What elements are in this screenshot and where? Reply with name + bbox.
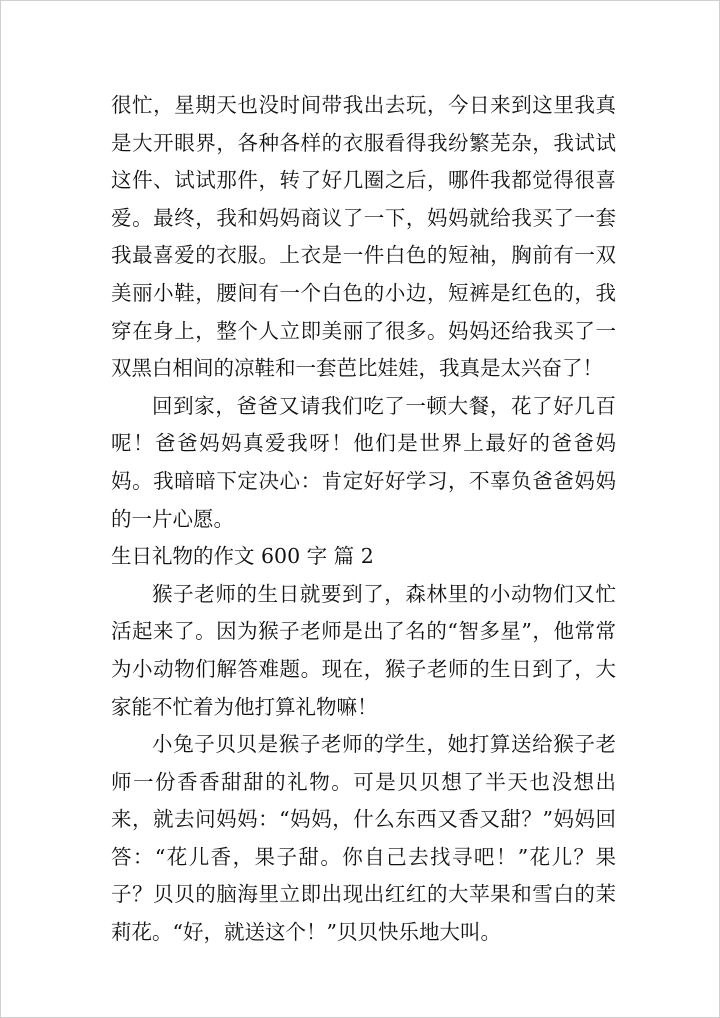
section-heading: 生日礼物的作文 600 字 篇 2	[111, 544, 374, 569]
paragraph-monkey-teacher: 猴子老师的生日就要到了，森林里的小动物们又忙活起来了。因为猴子老师是出了名的“智多星”，他常常为小动物们解答难题。现在，猴子老师的生日到了，大家能不忙着为他打算礼物嘛！	[111, 581, 616, 719]
paragraph-continued: 很忙，星期天也没时间带我出去玩，今日来到这里我真是大开眼界，各种各样的衣服看得我纷繁芜杂，我试试这件、试试那件，转了好几圈之后，哪件我都觉得很喜爱。最终，我和妈妈商议了一下，妈妈就给我买了一套我最喜爱的衣服。上衣是一件白色的短袖，胸前有一双美丽小鞋，腰间有一个白色的小边，短裤是红色的，我穿在身上，整个人立即美丽了很多。妈妈还给我买了一双黑白相间的凉鞋和一套芭比娃娃，我真是太兴奋了！	[111, 93, 616, 381]
paragraph-return-home: 回到家，爸爸又请我们吃了一顿大餐，花了好几百呢！爸爸妈妈真爱我呀！他们是世界上最好的爸爸妈妈。我暗暗下定决心：肯定好好学习，不辜负爸爸妈妈的一片心愿。	[111, 393, 616, 531]
paragraph-rabbit-beibei: 小兔子贝贝是猴子老师的学生，她打算送给猴子老师一份香香甜甜的礼物。可是贝贝想了半天也没想出来，就去问妈妈：“妈妈，什么东西又香又甜？”妈妈回答：“花儿香，果子甜。你自己去找寻吧！”花儿？果子？贝贝的脑海里立即出现出红红的大苹果和雪白的茉莉花。“好，就送这个！”贝贝快乐地大叫。	[111, 732, 616, 945]
document-body	[111, 87, 616, 952]
